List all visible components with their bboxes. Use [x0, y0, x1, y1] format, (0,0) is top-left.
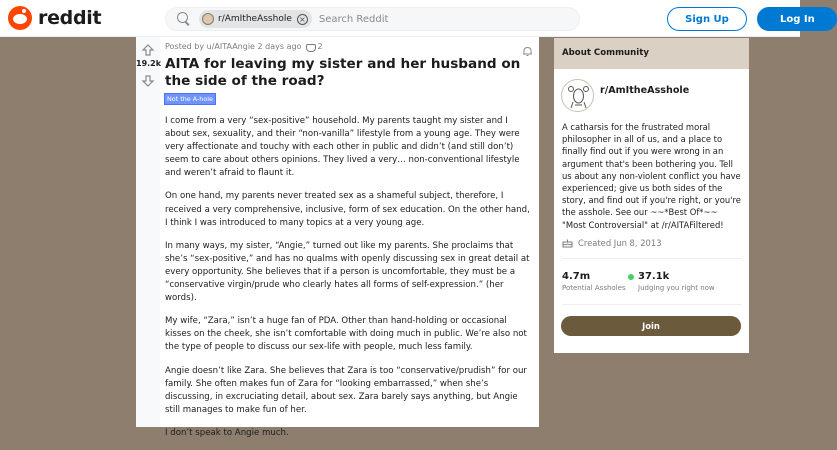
award-count: 2 [317, 42, 323, 51]
members-stat [562, 271, 626, 292]
online-dot-icon [628, 274, 634, 280]
top-header [0, 0, 815, 37]
online-stat [628, 271, 715, 292]
post-flair[interactable]: Not the A-hole [167, 95, 213, 103]
post-title[interactable]: AITA for leaving my sister and her husband on the side of the road? [165, 56, 521, 89]
search-input[interactable] [319, 14, 579, 25]
about-community-widget [554, 38, 749, 353]
divider [562, 304, 742, 305]
community-description: A catharsis for the frustrated moral philosopher in all of us, and a place to finally find out if you were wrong in an argument that's been bothering you. Tell us about any non-violent conflict you have experienced; give us both sides of the story, and find out if you're right, or you're the asshole. See our ~~*Best Of*~~ "Most Controversial" at /r/AITAFiltered! [562, 122, 741, 230]
created-date [562, 237, 662, 248]
post-paragraph: In many ways, my sister, “Angie,” turned out like my parents. She proclaims that she’s “sex-positive,” and has no qualms with openly discussing sex in great detail at every opportunity. She believes that if a person is uncomfortable, they must be a “conservative virgin/prude who clearly hates all forms of self-expression.” (her words). [165, 240, 530, 304]
post-paragraph: I don’t speak to Angie much. [165, 427, 289, 438]
online-label: Judging you right now [638, 284, 715, 292]
created-date-text: Created Jun 8, 2013 [578, 237, 662, 248]
search-bar[interactable] [165, 7, 580, 31]
search-icon [177, 12, 191, 26]
downvote-arrow-icon[interactable] [142, 75, 154, 87]
post-meta-text: Posted by u/AITAAngie 2 days ago [165, 42, 302, 51]
award-icon[interactable] [305, 42, 315, 51]
about-community-header: About Community [554, 38, 749, 69]
log-in-button[interactable]: Log In [757, 7, 837, 31]
post-meta [165, 42, 323, 51]
post-content [165, 115, 530, 450]
upvote-arrow-icon[interactable] [142, 44, 154, 56]
post-paragraph: I come from a very “sex-positive” household. My parents taught my sister and I about sex, sexuality, and their “non-vanilla” lifestyle from a young age. They were very affectionate and touchy with each other in public and didn’t (and still don’t) seem to care about others opinions. They lived a very… non-conventional lifestyle and weren’t afraid to flaunt it. [165, 116, 520, 179]
vote-column [136, 37, 160, 427]
close-icon[interactable]: × [297, 14, 308, 25]
post-paragraph: Angie doesn’t like Zara. She believes that Zara is too “conservative/prudish” for our family. She often makes fun of Zara for “looking embarrassed,” when she’s discussing, in excruciating detail, about sex. Zara barely says anything, but Angie still manages to make fun of her. [165, 365, 527, 415]
join-button[interactable]: Join [561, 316, 741, 336]
post-card [136, 37, 539, 438]
logo-text: reddit [38, 7, 102, 29]
reddit-logo-icon [8, 6, 32, 30]
vote-score: 19.2k [136, 59, 162, 68]
members-label: Potential Assholes [562, 284, 626, 292]
divider [562, 258, 742, 259]
online-count: 37.1k [638, 271, 670, 282]
subreddit-search-chip[interactable] [199, 10, 312, 28]
post-paragraph: On one hand, my parents never treated sex as a shameful subject, therefore, I received a very comprehensive, inclusive, form of sex education. On the other hand, I think I was introduced to many topics at a very young age. [165, 191, 530, 228]
sign-up-button[interactable]: Sign Up [667, 7, 747, 31]
cake-icon [562, 237, 573, 248]
community-avatar-icon[interactable] [561, 79, 594, 112]
members-count: 4.7m [562, 271, 591, 282]
subreddit-avatar-icon [202, 13, 214, 25]
subreddit-chip-label: r/AmItheAsshole [218, 14, 292, 24]
post-paragraph: My wife, “Zara,” isn’t a huge fan of PDA. Other than hand-holding or occasional kisses on the cheek, she isn’t comfortable with doing much in public. We’re also not the type of people to discuss our sex-life with people, much less family. [165, 316, 527, 353]
bell-icon[interactable] [522, 42, 533, 53]
online-value-row [628, 271, 715, 282]
community-name[interactable]: r/AmItheAsshole [600, 85, 690, 96]
reddit-logo[interactable] [8, 6, 101, 30]
